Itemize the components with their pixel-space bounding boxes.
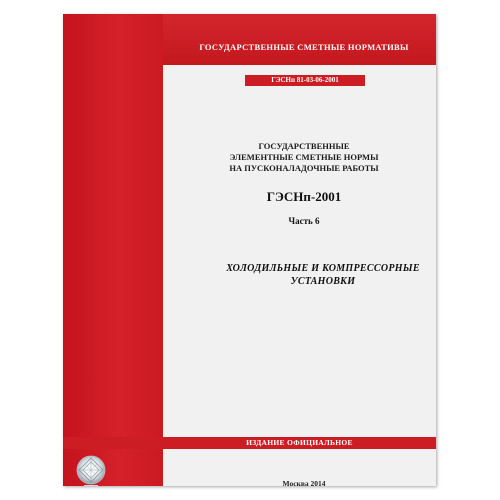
book-cover <box>63 14 436 486</box>
title-line: ГОСУДАРСТВЕННЫЕ <box>258 141 350 151</box>
subject-line: УСТАНОВКИ <box>290 276 356 287</box>
left-red-band <box>63 14 163 486</box>
title-line: НА ПУСКОНАЛАДОЧНЫЕ РАБОТЫ <box>229 163 379 173</box>
main-code: ГЭСНп-2001 <box>266 189 342 204</box>
series-title: ГОСУДАРСТВЕННЫЕ СМЕТНЫЕ НОРМАТИВЫ <box>199 42 409 52</box>
diamond-crystal-icon <box>75 454 107 486</box>
city-year: Москва 2014 <box>282 479 326 486</box>
part-label: Часть 6 <box>288 216 320 226</box>
official-edition-label: ИЗДАНИЕ ОФИЦИАЛЬНОЕ <box>246 438 353 447</box>
subject-line: ХОЛОДИЛЬНЫЕ И КОМПРЕССОРНЫЕ <box>226 263 420 274</box>
subject-title <box>208 262 436 288</box>
title-line: ЭЛЕМЕНТНЫЕ СМЕТНЫЕ НОРМЫ <box>229 152 379 162</box>
title-block <box>193 141 415 174</box>
document-code: ГЭСНп 81-03-06-2001 <box>245 75 365 86</box>
